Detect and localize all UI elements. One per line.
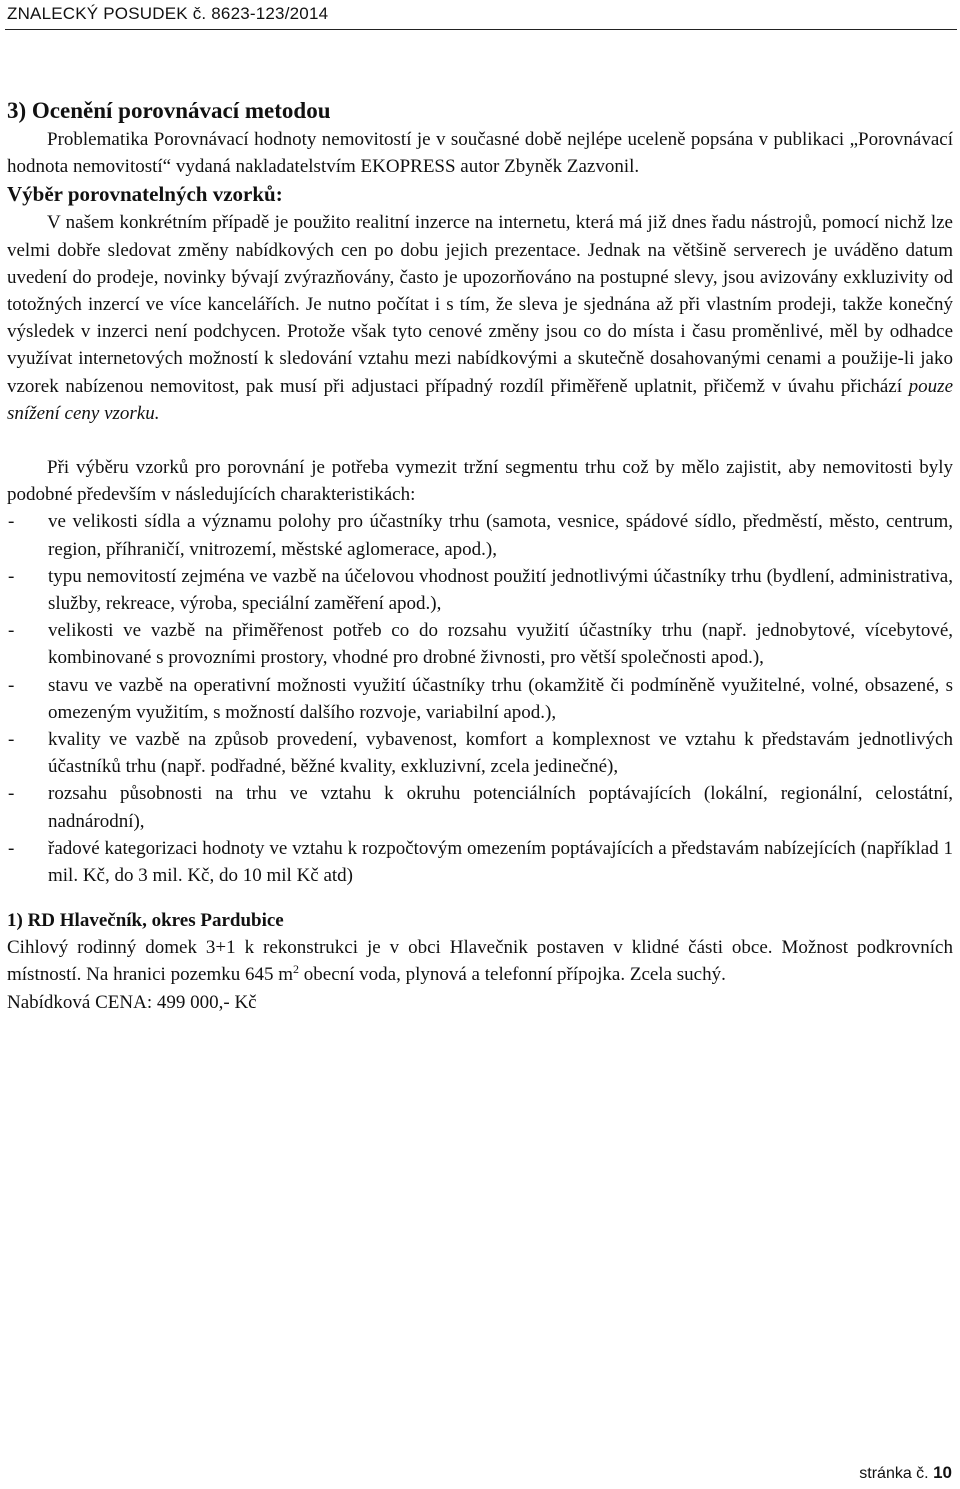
spacer [7,889,953,907]
list-item [7,617,953,671]
list-dash: - [8,729,15,751]
header-divider [5,29,957,30]
document-title: ZNALECKÝ POSUDEK č. 8623-123/2014 [7,4,329,23]
criteria-list [7,508,953,889]
list-item-text: typu nemovitostí zejména ve vazbě na účelovou vhodnost použití jednotlivými účastníky trhu (bydlení, administrativa, služby, rekreace, výroba, speciální zaměření apod.), [48,565,953,615]
page-label: stránka č. [859,1465,934,1482]
list-item [7,726,953,780]
page-footer [859,1463,952,1483]
listing-desc-text-end: obecní voda, plynová a telefonní přípojka. Zcela suchý. [299,964,726,986]
selection-italic-text: pouze snížení ceny vzorku. [7,375,953,424]
area-unit-superscript: 2 [293,962,300,977]
selection-heading: Výběr porovnatelných vzorků: [7,182,283,207]
list-item-text: velikosti ve vazbě na přiměřenost potřeb co do rozsahu využití účastníky trhu (např. jednobytové, vícebytové, kombinované s provozními prostory, vhodné pro drobné živnosti, pro větší společnosti apod.), [48,620,953,669]
list-item [7,780,953,834]
listing-heading: 1) RD Hlavečník, okres Pardubice [7,910,284,932]
list-dash: - [8,674,15,696]
list-dash: - [8,511,15,533]
list-item-text: ve velikosti sídla a významu polohy pro účastníky trhu (samota, vesnice, spádové sídlo, předměstí, město, centrum, region, příhraničí, vnitrozemí, městské aglomerace, apod.), [48,511,953,560]
listing-desc-text: Cihlový rodinný domek 3+1 k rekonstrukci je v obci Hlavečnik postaven v klidné části obce. Možnost podkrovních místností. Na hranici pozemku 645 m [7,937,953,986]
selection-paragraph [7,209,953,427]
list-item [7,563,953,617]
list-dash: - [8,620,15,642]
section-heading: 3) Ocenění porovnávací metodou [7,98,331,123]
spacer [7,427,953,454]
listing-price: Nabídková CENA: 499 000,- Kč [7,991,257,1013]
intro-paragraph: Problematika Porovnávací hodnoty nemovitostí je v současné době nejlépe uceleně popsána v publikaci „Porovnávací hodnota nemovitostí“ vydaná nakladatelstvím EKOPRESS autor Zbyněk Zazvonil. [7,129,953,178]
document-header [7,4,955,24]
list-item [7,835,953,889]
list-item [7,508,953,562]
list-item [7,672,953,726]
listing-description [7,934,953,988]
list-item-text: kvality ve vazbě na způsob provedení, vybavenost, komfort a komplexnost ve vztahu k představám jednotlivých účastníků trhu (např. podřadné, běžné kvality, exkluzivní, zcela jedinečné), [48,729,953,778]
list-dash: - [8,565,15,587]
list-dash: - [8,837,15,859]
selection-text: V našem konkrétním případě je použito realitní inzerce na internetu, která má již dnes řadu nástrojů, pomocí nichž lze velmi dobře sledovat změny nabídkových cen po dobu jejich prezentace. Jednak na většině serverech je uváděno datum uvedení do prodeje, novinky bývají zvýrazňovány, často je upozorňováno na postupné slevy, jsou avizovány exkluzivity od totožných inzercí ve více kancelářích. Je nutno počítat i s tím, že sleva je sjednána až při vlastním prodeji, takže konečný výsledek v inzerci není podchycen. Protože však tyto cenové změny jsou co do místa i času proměnlivé, měl by odhadce využívat internetových možností k sledování vztahu mezi nabídkovými a skutečně dosahovanými cenami a použije-li jako vzorek nabízenou nemovitost, pak musí při adjustaci případný rozdíl přiměřeně uplatnit, přičemž v úvahu přichází [7,212,953,397]
list-item-text: řadové kategorizaci hodnoty ve vztahu k rozpočtovým omezením poptávajících a představám nabízejících (například 1 mil. Kč, do 3 mil. Kč, do 10 mil Kč atd) [48,837,953,887]
list-item-text: rozsahu působnosti na trhu ve vztahu k okruhu potenciálních poptávajících (lokální, regionální, celostátní, nadnárodní), [48,783,953,832]
criteria-intro-paragraph: Při výběru vzorků pro porovnání je potřeba vymezit tržní segmentu trhu což by mělo zajistit, aby nemovitosti byly podobné především v následujících charakteristikách: [7,457,953,506]
page-content [7,96,953,1016]
list-item-text: stavu ve vazbě na operativní možnosti využití účastníky trhu (okamžitě či podmíněně využitelné, volné, obsazené, s omezeným využitím, s možností dalšího rozvoje, variabilní apod.), [48,674,953,723]
page-number: 10 [933,1463,952,1482]
list-dash: - [8,783,15,805]
